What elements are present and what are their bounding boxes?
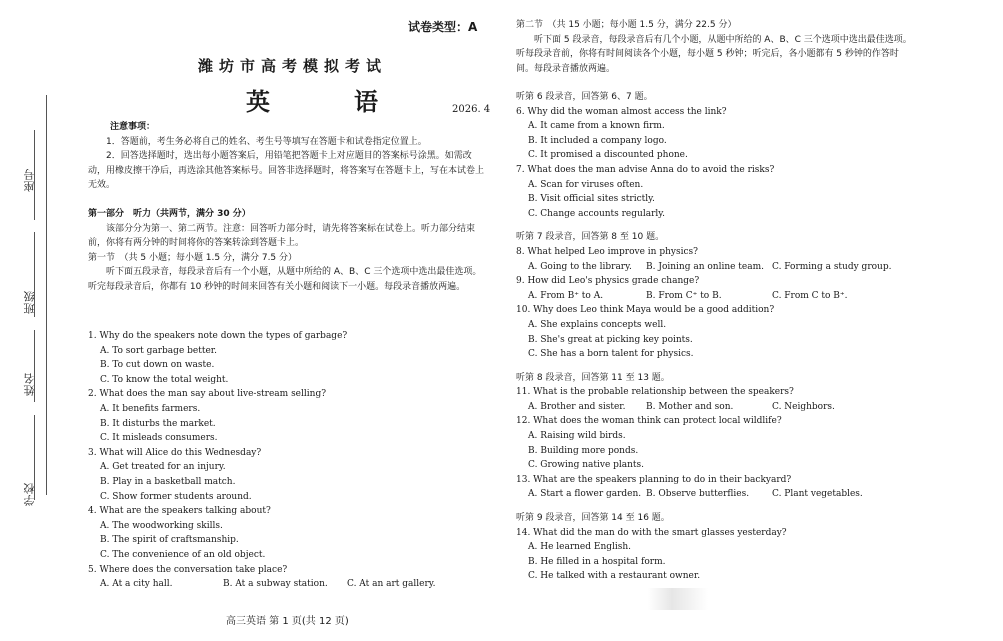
option: A. It benefits farmers. <box>100 403 201 414</box>
option: C. Neighbors. <box>772 401 835 412</box>
section2-intro: 听下面 5 段录音，每段录音后有几个小题，从题中所给的 A、B、C 三个选项中选出最佳选项。听每段录音前，你将有时间阅读各个小题，每小题 5 秒钟；听完后，各小题都有 5 秒钟的作答时间。每段录音播放两遍。 <box>516 34 912 74</box>
margin-label-seat: 座号 <box>23 168 36 192</box>
margin-blank-school <box>34 415 35 500</box>
option: B. The spirit of craftsmanship. <box>100 535 239 546</box>
segment-heading-8: 听第 8 段录音，回答第 11 至 13 题。 <box>516 372 670 383</box>
question-text: 4. What are the speakers talking about? <box>88 506 271 517</box>
option: C. Forming a study group. <box>772 261 892 272</box>
option-row <box>516 289 936 304</box>
section2-heading: 第二节 （共 15 小题；每小题 1.5 分，满分 22.5 分） <box>516 20 737 30</box>
option: A. Scan for viruses often. <box>528 179 644 190</box>
option: B. From C⁺ to B. <box>646 290 722 301</box>
scan-smudge <box>648 588 708 610</box>
option: C. Plant vegetables. <box>772 489 863 500</box>
option: C. She has a born talent for physics. <box>528 349 694 360</box>
option: B. Mother and son. <box>646 401 734 412</box>
question-text: 6. Why did the woman almost access the link? <box>516 106 727 117</box>
section1-heading: 第一节 （共 5 小题；每小题 1.5 分，满分 7.5 分） <box>88 252 298 263</box>
option: A. Get treated for an injury. <box>100 462 226 473</box>
option-row <box>88 577 488 592</box>
right-questions <box>516 90 936 584</box>
option: B. Observe butterflies. <box>646 489 750 500</box>
question-text: 5. Where does the conversation take place? <box>88 564 288 575</box>
option: A. From B⁺ to A. <box>528 290 604 301</box>
option-row <box>516 487 936 502</box>
section1-intro: 听下面五段录音，每段录音后有一个小题，从题中所给的 A、B、C 三个选项中选出最佳选项。听完每段录音后，你都有 10 秒钟的时间来回答有关小题和阅读下一小题。每段录音播放两遍。 <box>88 267 482 292</box>
exam-title: 潍坊市高考模拟考试 <box>198 57 388 75</box>
segment-heading-7: 听第 7 段录音，回答第 8 至 10 题。 <box>516 232 665 243</box>
option-row <box>516 400 936 415</box>
question-text: 7. What does the man advise Anna do to avoid the risks? <box>516 164 775 175</box>
option: B. She's great at picking key points. <box>528 334 693 345</box>
margin-label-school: 学校 <box>23 482 36 506</box>
segment-heading-6: 听第 6 段录音，回答第 6、7 题。 <box>516 92 653 102</box>
option: B. Building more ponds. <box>528 445 639 456</box>
option: B. Play in a basketball match. <box>100 476 236 487</box>
question-text: 8. What helped Leo improve in physics? <box>516 246 698 257</box>
option: C. Change accounts regularly. <box>528 208 665 219</box>
option: C. At an art gallery. <box>347 579 436 590</box>
notice-heading: 注意事项： <box>110 122 156 132</box>
option: C. The convenience of an old object. <box>100 549 266 560</box>
question-text: 3. What will Alice do this Wednesday? <box>88 447 262 458</box>
option: A. Raising wild birds. <box>528 431 626 442</box>
notice-item-1: 1．答题前，考生务必将自己的姓名、考生号等填写在答题卡和试卷指定位置上。 <box>106 136 427 147</box>
paper-type: 试卷类型：A <box>408 20 478 34</box>
binding-line <box>46 95 47 495</box>
option: A. To sort garbage better. <box>100 345 217 356</box>
margin-label-class: 班级 <box>23 290 36 314</box>
option: B. It included a company logo. <box>528 135 667 146</box>
page-footer: 高三英语 第 1 页(共 12 页) <box>226 616 349 627</box>
option: A. At a city hall. <box>100 579 173 590</box>
option: C. He talked with a restaurant owner. <box>528 571 701 582</box>
option-row <box>516 260 936 275</box>
option: B. To cut down on waste. <box>100 360 215 371</box>
question-text: 14. What did the man do with the smart glasses yesterday? <box>516 527 787 538</box>
option: C. To know the total weight. <box>100 374 229 385</box>
subject-title: 英 语 <box>246 88 408 116</box>
option: B. Visit official sites strictly. <box>528 194 655 205</box>
option: A. She explains concepts well. <box>528 319 667 330</box>
option: C. Show former students around. <box>100 491 252 502</box>
option: B. Joining an online team. <box>646 261 765 272</box>
option: A. Start a flower garden. <box>528 489 642 500</box>
option: B. He filled in a hospital form. <box>528 556 666 567</box>
left-questions <box>88 329 488 592</box>
option: B. It disturbs the market. <box>100 418 216 429</box>
option: A. He learned English. <box>528 542 632 553</box>
notice-item-2: 2．回答选择题时，选出每小题答案后，用铅笔把答题卡上对应题目的答案标号涂黑。如需改动，用橡皮擦干净后，再选涂其他答案标号。回答非选择题时，将答案写在答题卡上，写在本试卷上无效。 <box>88 151 485 191</box>
question-block <box>88 387 488 445</box>
option: A. Going to the library. <box>528 261 632 272</box>
option: C. It misleads consumers. <box>100 433 218 444</box>
option: A. The woodworking skills. <box>100 520 223 531</box>
question-text: 13. What are the speakers planning to do in their backyard? <box>516 474 792 485</box>
margin-blank-seat <box>34 130 35 220</box>
option: A. Brother and sister. <box>528 401 626 412</box>
question-text: 12. What does the woman think can protect local wildlife? <box>516 416 782 427</box>
right-column-intro <box>516 18 912 76</box>
part1-intro: 该部分分为第一、第二两节。注意：回答听力部分时，请先将答案标在试卷上。听力部分结束前，你将有两分钟的时间将你的答案转涂到答题卡上。 <box>88 223 476 249</box>
question-text: 11. What is the probable relationship between the speakers? <box>516 387 794 398</box>
segment-heading-9: 听第 9 段录音，回答第 14 至 16 题。 <box>516 513 670 524</box>
question-block <box>88 563 488 592</box>
question-text: 2. What does the man say about live-stream selling? <box>88 389 327 400</box>
question-block <box>88 504 488 562</box>
exam-date: 2026. 4 <box>452 104 491 115</box>
question-text: 9. How did Leo's physics grade change? <box>516 276 700 287</box>
option: C. Growing native plants. <box>528 460 645 471</box>
question-text: 10. Why does Leo think Maya would be a good addition? <box>516 305 775 316</box>
margin-blank-class <box>34 232 35 317</box>
option: C. From C to B⁺. <box>772 290 848 301</box>
option: B. At a subway station. <box>223 579 328 590</box>
question-block <box>88 329 488 387</box>
part1-heading: 第一部分 听力（共两节，满分 30 分） <box>88 208 251 219</box>
question-block <box>88 446 488 504</box>
left-column <box>88 120 488 295</box>
margin-label-name: 姓名 <box>23 372 36 396</box>
margin-blank-name <box>34 330 35 402</box>
question-text: 1. Why do the speakers note down the types of garbage? <box>88 331 348 341</box>
option: C. It promised a discounted phone. <box>528 150 688 161</box>
option: A. It came from a known firm. <box>528 121 665 132</box>
